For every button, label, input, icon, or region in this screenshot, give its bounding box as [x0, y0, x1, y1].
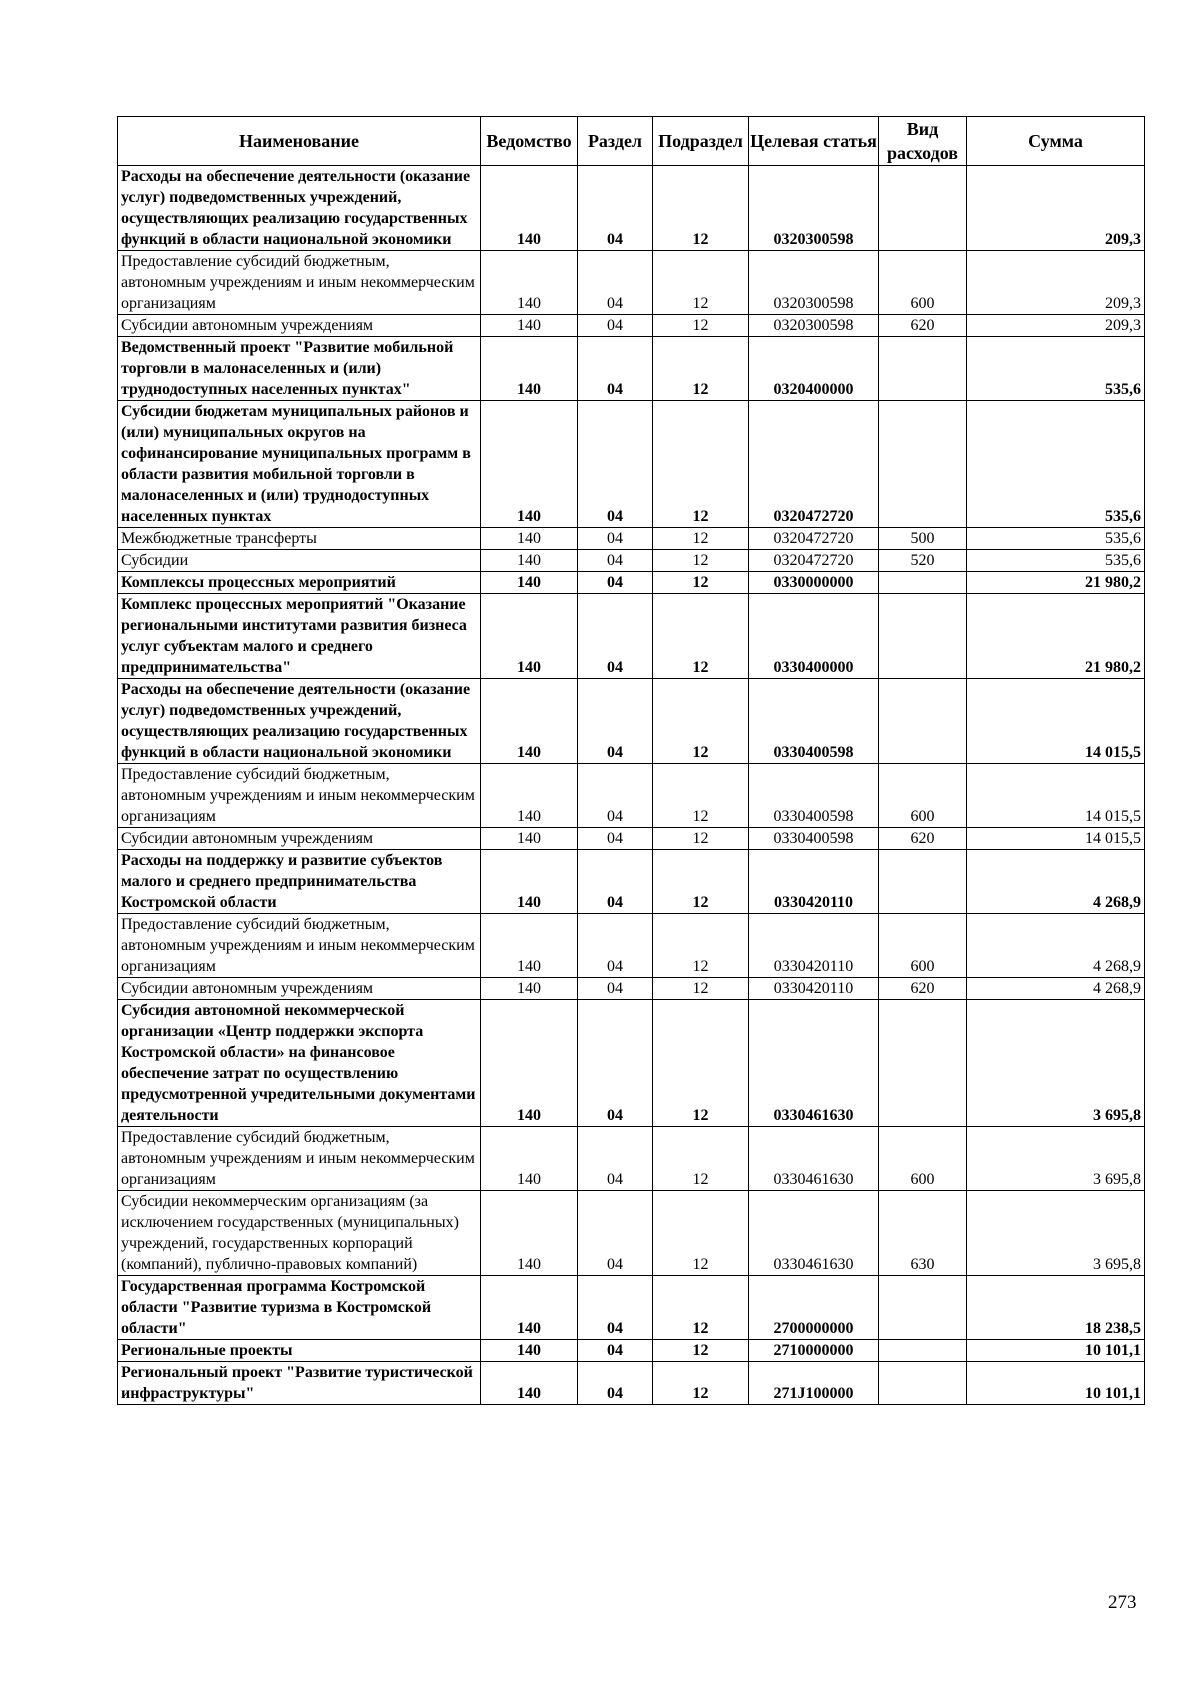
table-row	[118, 764, 1145, 828]
cell-sum: 209,3	[967, 166, 1145, 251]
cell-sum: 4 268,9	[967, 850, 1145, 914]
cell-subsection: 12	[653, 251, 749, 315]
cell-subsection: 12	[653, 572, 749, 594]
table-row	[118, 1127, 1145, 1191]
table-row	[118, 572, 1145, 594]
page-number: 273	[1108, 1592, 1137, 1613]
cell-sum: 535,6	[967, 337, 1145, 401]
cell-section: 04	[578, 528, 653, 550]
cell-name: Субсидии автономным учреждениям	[118, 828, 481, 850]
cell-name: Субсидии автономным учреждениям	[118, 315, 481, 337]
cell-target: 0330420110	[749, 850, 879, 914]
table-row	[118, 1276, 1145, 1340]
cell-section: 04	[578, 401, 653, 528]
cell-subsection: 12	[653, 401, 749, 528]
cell-target: 0330400598	[749, 679, 879, 764]
cell-dept: 140	[481, 1127, 578, 1191]
cell-sum: 209,3	[967, 315, 1145, 337]
cell-target: 2700000000	[749, 1276, 879, 1340]
cell-subsection: 12	[653, 315, 749, 337]
cell-dept: 140	[481, 679, 578, 764]
cell-dept: 140	[481, 828, 578, 850]
cell-name: Субсидии бюджетам муниципальных районов и (или) муниципальных округов на софинансирование муниципальных программ в области развития мобильной торговли в малонаселенных и (или) труднодоступных населенных пунктах	[118, 401, 481, 528]
header-kind: Вид расходов	[879, 117, 967, 166]
header-dept: Ведомство	[481, 117, 578, 166]
cell-sum: 535,6	[967, 401, 1145, 528]
cell-dept: 140	[481, 1362, 578, 1405]
cell-name: Предоставление субсидий бюджетным, автономным учреждениям и иным некоммерческим организациям	[118, 251, 481, 315]
cell-kind	[879, 166, 967, 251]
cell-section: 04	[578, 550, 653, 572]
cell-target: 0330400598	[749, 828, 879, 850]
cell-subsection: 12	[653, 550, 749, 572]
cell-target: 0330461630	[749, 1127, 879, 1191]
cell-name: Субсидии	[118, 550, 481, 572]
cell-dept: 140	[481, 1340, 578, 1362]
cell-target: 0320300598	[749, 315, 879, 337]
cell-sum: 10 101,1	[967, 1362, 1145, 1405]
cell-dept: 140	[481, 550, 578, 572]
cell-target: 2710000000	[749, 1340, 879, 1362]
cell-subsection: 12	[653, 1127, 749, 1191]
cell-subsection: 12	[653, 528, 749, 550]
cell-dept: 140	[481, 764, 578, 828]
table-row	[118, 850, 1145, 914]
cell-name: Региональный проект "Развитие туристической инфраструктуры"	[118, 1362, 481, 1405]
cell-subsection: 12	[653, 594, 749, 679]
cell-target: 0330400000	[749, 594, 879, 679]
cell-section: 04	[578, 679, 653, 764]
cell-name: Комплексы процессных мероприятий	[118, 572, 481, 594]
header-subsection: Подраздел	[653, 117, 749, 166]
table-row	[118, 401, 1145, 528]
cell-name: Субсидии некоммерческим организациям (за исключением государственных (муниципальных) учреждений, государственных корпораций (компаний), публично-правовых компаний)	[118, 1191, 481, 1276]
cell-sum: 14 015,5	[967, 828, 1145, 850]
cell-dept: 140	[481, 1276, 578, 1340]
cell-kind	[879, 594, 967, 679]
table-row	[118, 594, 1145, 679]
cell-name: Комплекс процессных мероприятий "Оказание региональными институтами развития бизнеса услуг субъектам малого и среднего предпринимательства"	[118, 594, 481, 679]
cell-name: Субсидия автономной некоммерческой организации «Центр поддержки экспорта Костромской области» на финансовое обеспечение затрат по осуществлению предусмотренной учредительными документами деятельности	[118, 1000, 481, 1127]
cell-sum: 18 238,5	[967, 1276, 1145, 1340]
cell-sum: 14 015,5	[967, 679, 1145, 764]
cell-kind: 520	[879, 550, 967, 572]
cell-sum: 14 015,5	[967, 764, 1145, 828]
cell-kind: 630	[879, 1191, 967, 1276]
cell-kind: 600	[879, 251, 967, 315]
cell-subsection: 12	[653, 1000, 749, 1127]
cell-subsection: 12	[653, 679, 749, 764]
cell-dept: 140	[481, 315, 578, 337]
cell-kind: 600	[879, 914, 967, 978]
cell-target: 0320300598	[749, 251, 879, 315]
cell-target: 271J100000	[749, 1362, 879, 1405]
header-target: Целевая статья	[749, 117, 879, 166]
cell-section: 04	[578, 978, 653, 1000]
cell-target: 0330000000	[749, 572, 879, 594]
cell-dept: 140	[481, 1191, 578, 1276]
cell-kind	[879, 1276, 967, 1340]
cell-name: Субсидии автономным учреждениям	[118, 978, 481, 1000]
table-row	[118, 1000, 1145, 1127]
cell-subsection: 12	[653, 1340, 749, 1362]
cell-subsection: 12	[653, 914, 749, 978]
cell-name: Ведомственный проект "Развитие мобильной торговли в малонаселенных и (или) труднодоступных населенных пунктах"	[118, 337, 481, 401]
cell-sum: 209,3	[967, 251, 1145, 315]
cell-subsection: 12	[653, 1362, 749, 1405]
cell-kind	[879, 1000, 967, 1127]
cell-section: 04	[578, 251, 653, 315]
cell-kind: 500	[879, 528, 967, 550]
cell-section: 04	[578, 914, 653, 978]
cell-section: 04	[578, 828, 653, 850]
cell-kind: 600	[879, 764, 967, 828]
cell-dept: 140	[481, 166, 578, 251]
header-name: Наименование	[118, 117, 481, 166]
cell-dept: 140	[481, 572, 578, 594]
cell-dept: 140	[481, 401, 578, 528]
cell-subsection: 12	[653, 850, 749, 914]
cell-target: 0320472720	[749, 401, 879, 528]
cell-dept: 140	[481, 594, 578, 679]
cell-section: 04	[578, 1127, 653, 1191]
cell-target: 0320472720	[749, 528, 879, 550]
cell-section: 04	[578, 315, 653, 337]
cell-dept: 140	[481, 978, 578, 1000]
cell-kind	[879, 1362, 967, 1405]
cell-subsection: 12	[653, 828, 749, 850]
cell-dept: 140	[481, 850, 578, 914]
cell-sum: 535,6	[967, 550, 1145, 572]
table-row	[118, 978, 1145, 1000]
table-row	[118, 1340, 1145, 1362]
cell-target: 0330400598	[749, 764, 879, 828]
cell-section: 04	[578, 1000, 653, 1127]
cell-subsection: 12	[653, 1276, 749, 1340]
header-section: Раздел	[578, 117, 653, 166]
cell-name: Государственная программа Костромской области "Развитие туризма в Костромской области"	[118, 1276, 481, 1340]
cell-section: 04	[578, 594, 653, 679]
table-row	[118, 315, 1145, 337]
cell-sum: 21 980,2	[967, 594, 1145, 679]
cell-sum: 3 695,8	[967, 1127, 1145, 1191]
cell-sum: 10 101,1	[967, 1340, 1145, 1362]
cell-subsection: 12	[653, 764, 749, 828]
cell-sum: 535,6	[967, 528, 1145, 550]
cell-dept: 140	[481, 251, 578, 315]
cell-subsection: 12	[653, 166, 749, 251]
cell-target: 0320400000	[749, 337, 879, 401]
cell-subsection: 12	[653, 337, 749, 401]
table-body	[118, 166, 1145, 1405]
cell-name: Предоставление субсидий бюджетным, автономным учреждениям и иным некоммерческим организациям	[118, 1127, 481, 1191]
cell-section: 04	[578, 572, 653, 594]
cell-kind	[879, 401, 967, 528]
table-row	[118, 251, 1145, 315]
table-header-row	[118, 117, 1145, 166]
cell-section: 04	[578, 1276, 653, 1340]
cell-sum: 3 695,8	[967, 1191, 1145, 1276]
table-row	[118, 337, 1145, 401]
cell-kind: 620	[879, 828, 967, 850]
cell-target: 0330420110	[749, 914, 879, 978]
cell-name: Региональные проекты	[118, 1340, 481, 1362]
cell-name: Расходы на обеспечение деятельности (оказание услуг) подведомственных учреждений, осуществляющих реализацию государственных функций в области национальной экономики	[118, 679, 481, 764]
cell-section: 04	[578, 337, 653, 401]
cell-name: Расходы на обеспечение деятельности (оказание услуг) подведомственных учреждений, осуществляющих реализацию государственных функций в области национальной экономики	[118, 166, 481, 251]
cell-dept: 140	[481, 337, 578, 401]
cell-target: 0330461630	[749, 1191, 879, 1276]
cell-section: 04	[578, 1191, 653, 1276]
cell-kind	[879, 850, 967, 914]
cell-sum: 4 268,9	[967, 914, 1145, 978]
cell-kind	[879, 337, 967, 401]
cell-target: 0320300598	[749, 166, 879, 251]
cell-target: 0320472720	[749, 550, 879, 572]
table-row	[118, 166, 1145, 251]
cell-subsection: 12	[653, 978, 749, 1000]
cell-sum: 4 268,9	[967, 978, 1145, 1000]
cell-target: 0330461630	[749, 1000, 879, 1127]
cell-section: 04	[578, 1362, 653, 1405]
cell-sum: 3 695,8	[967, 1000, 1145, 1127]
cell-kind: 600	[879, 1127, 967, 1191]
cell-section: 04	[578, 850, 653, 914]
cell-dept: 140	[481, 528, 578, 550]
cell-name: Межбюджетные трансферты	[118, 528, 481, 550]
cell-kind	[879, 572, 967, 594]
cell-name: Расходы на поддержку и развитие субъектов малого и среднего предпринимательства Костромской области	[118, 850, 481, 914]
cell-dept: 140	[481, 914, 578, 978]
cell-target: 0330420110	[749, 978, 879, 1000]
budget-table	[117, 116, 1145, 1405]
cell-sum: 21 980,2	[967, 572, 1145, 594]
cell-section: 04	[578, 764, 653, 828]
cell-section: 04	[578, 166, 653, 251]
cell-name: Предоставление субсидий бюджетным, автономным учреждениям и иным некоммерческим организациям	[118, 764, 481, 828]
table-row	[118, 828, 1145, 850]
table-row	[118, 1191, 1145, 1276]
table-row	[118, 1362, 1145, 1405]
cell-kind: 620	[879, 978, 967, 1000]
table-row	[118, 914, 1145, 978]
header-sum: Сумма	[967, 117, 1145, 166]
table-row	[118, 679, 1145, 764]
cell-kind: 620	[879, 315, 967, 337]
cell-subsection: 12	[653, 1191, 749, 1276]
cell-kind	[879, 679, 967, 764]
cell-name: Предоставление субсидий бюджетным, автономным учреждениям и иным некоммерческим организациям	[118, 914, 481, 978]
cell-kind	[879, 1340, 967, 1362]
table-row	[118, 550, 1145, 572]
cell-dept: 140	[481, 1000, 578, 1127]
table-row	[118, 528, 1145, 550]
cell-section: 04	[578, 1340, 653, 1362]
